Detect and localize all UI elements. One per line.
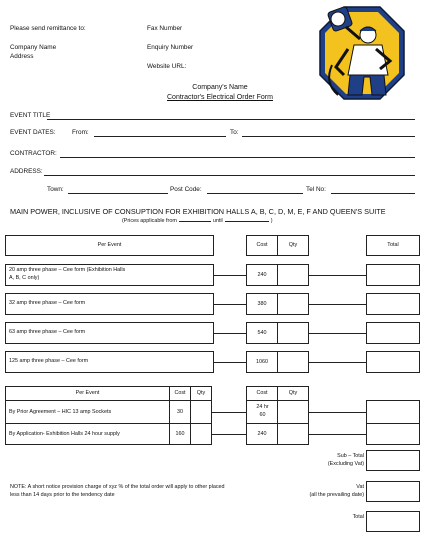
post-code-label: Post Code: — [170, 186, 202, 193]
cost-header-3: Cost — [246, 386, 278, 401]
address-field-label: ADDRESS: — [10, 168, 43, 175]
cost-cell: 24 hr 60 — [246, 400, 278, 424]
qty-header: Qty — [277, 235, 309, 256]
event-title-label: EVENT TITLE — [10, 112, 51, 119]
tel-line[interactable] — [331, 193, 415, 194]
electrician-logo-icon — [318, 5, 406, 101]
total-input[interactable] — [366, 423, 420, 445]
cost-cell: 540 — [246, 322, 278, 344]
enquiry-label: Enquiry Number — [147, 44, 194, 51]
from-line[interactable] — [94, 136, 226, 137]
table-row: 32 amp three phase – Cee form — [5, 293, 214, 315]
qty-input[interactable] — [277, 293, 309, 315]
cost-header-2: Cost — [169, 386, 191, 401]
total-header: Total — [366, 235, 420, 256]
table-row: 125 amp three phase – Cee form — [5, 351, 214, 373]
contractor-line[interactable] — [60, 157, 415, 158]
town-line[interactable] — [68, 193, 168, 194]
total-final-input[interactable] — [366, 511, 420, 532]
qty-header-3: Qty — [277, 386, 309, 401]
prices-applicable: (Prices applicable from until ) — [122, 218, 273, 224]
cost-cell: 30 — [169, 400, 191, 424]
total-input[interactable] — [366, 351, 420, 373]
cost-cell: 240 — [246, 264, 278, 286]
per-event-header: Per Event — [5, 235, 214, 256]
tel-label: Tel No: — [306, 186, 326, 193]
town-label: Town: — [47, 186, 64, 193]
address-label: Address — [10, 53, 34, 60]
excluding-vat-label: (Excluding Vat) — [327, 461, 364, 467]
qty-input[interactable] — [190, 400, 212, 424]
event-dates-label: EVENT DATES: — [10, 129, 56, 136]
post-code-line[interactable] — [207, 193, 303, 194]
table-row: By Application- Exhibition Halls 24 hour supply — [5, 423, 170, 445]
from-label: From: — [72, 129, 89, 136]
vat-label: Vat — [356, 484, 364, 490]
section-heading: MAIN POWER, INCLUSIVE OF CONSUPTION FOR EXHIBITION HALLS A, B, C, D, M, E, F AND QUEEN'S SUITE — [10, 207, 386, 216]
total-input[interactable] — [366, 264, 420, 286]
company-name-label: Company Name — [10, 44, 57, 51]
qty-input[interactable] — [277, 400, 309, 424]
qty-header-2: Qty — [190, 386, 212, 401]
total-label: Total — [352, 514, 364, 520]
contractor-label: CONTRACTOR: — [10, 150, 57, 157]
form-title: Contractor's Electrical Order Form — [167, 94, 273, 101]
to-label: To: — [230, 129, 239, 136]
subtotal-input[interactable] — [366, 450, 420, 471]
website-label: Website URL: — [147, 63, 187, 70]
qty-input[interactable] — [277, 351, 309, 373]
table-row: 20 amp three phase – Cee form (Exhibition Halls A, B, C only) — [5, 264, 214, 286]
event-title-line[interactable] — [47, 119, 415, 120]
note-line-2: less than 14 days prior to the tendency date — [10, 492, 115, 498]
address-line[interactable] — [44, 175, 415, 176]
cost-header: Cost — [246, 235, 278, 256]
fax-label: Fax Number — [147, 25, 183, 32]
qty-input[interactable] — [277, 423, 309, 445]
remit-label: Please send remittance to: — [10, 25, 86, 32]
to-line[interactable] — [242, 136, 415, 137]
total-input[interactable] — [366, 322, 420, 344]
qty-input[interactable] — [277, 264, 309, 286]
company-title: Company's Name — [192, 84, 248, 91]
total-input[interactable] — [366, 293, 420, 315]
cost-cell: 380 — [246, 293, 278, 315]
table-row: 63 amp three phase – Cee form — [5, 322, 214, 344]
cost-cell: 1060 — [246, 351, 278, 373]
per-event-header-2: Per Event — [5, 386, 170, 401]
subtotal-label: Sub – Total — [337, 453, 364, 459]
vat-input[interactable] — [366, 481, 420, 502]
qty-input[interactable] — [277, 322, 309, 344]
cost-cell: 240 — [246, 423, 278, 445]
cost-cell: 160 — [169, 423, 191, 445]
qty-input[interactable] — [190, 423, 212, 445]
total-input[interactable] — [366, 400, 420, 424]
note-line-1: NOTE: A short notice provision charge of xyz % of the total order will apply to other placed — [10, 484, 225, 490]
table-row: By Prior Agreement – HIC 13 amp Sockets — [5, 400, 170, 424]
vat-note: (all the prevailing date) — [309, 492, 364, 498]
